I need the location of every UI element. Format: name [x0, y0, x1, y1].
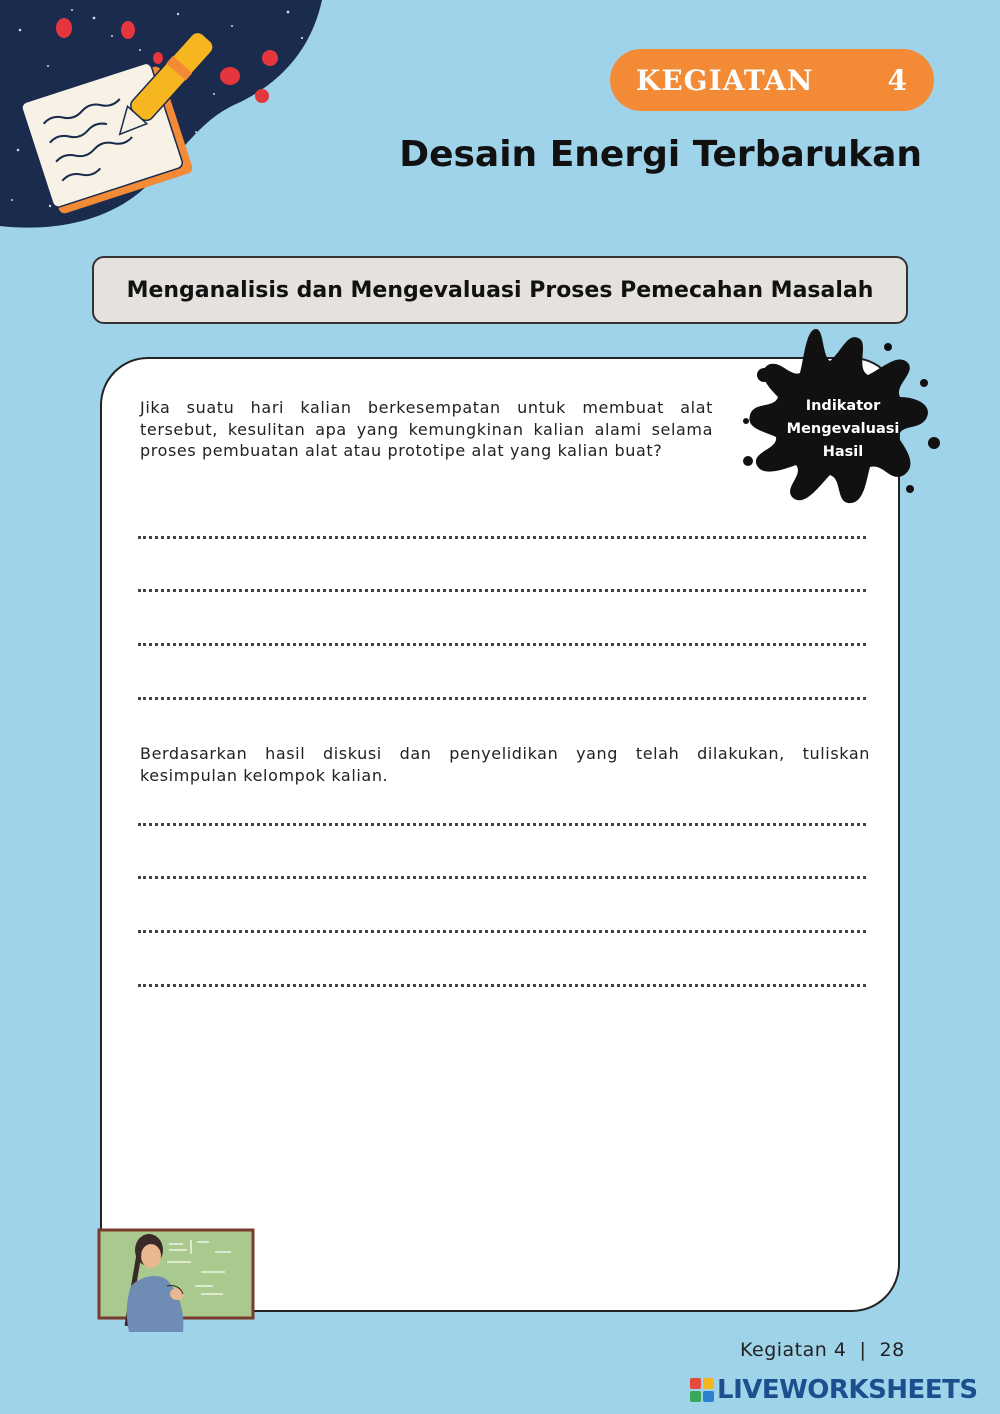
liveworksheets-logo-icon — [690, 1378, 714, 1402]
teacher-illustration-icon — [97, 1228, 255, 1333]
activity-label: KEGIATAN — [636, 63, 814, 97]
liveworksheets-wordmark: LIVEWORKSHEETS — [717, 1375, 978, 1405]
activity-number: 4 — [887, 63, 908, 97]
question-2: Berdasarkan hasil diskusi dan penyelidikan yang telah dilakukan, tuliskan kesimpulan kelompok kalian. — [140, 744, 870, 785]
answer-line-2[interactable] — [138, 589, 866, 592]
answer-line-4[interactable] — [138, 697, 866, 700]
page-footer — [740, 1339, 905, 1361]
answer-line-3[interactable] — [138, 643, 866, 646]
activity-badge — [610, 49, 934, 111]
notebook-pen-icon — [0, 0, 330, 230]
answer-line-5[interactable] — [138, 823, 866, 826]
answer-line-7[interactable] — [138, 930, 866, 933]
page-number: 28 — [879, 1339, 905, 1361]
answer-line-6[interactable] — [138, 876, 866, 879]
indicator-label: Indikator Mengevaluasi Hasil — [786, 398, 900, 460]
footer-activity: Kegiatan 4 — [740, 1339, 847, 1361]
page-title: Desain Energi Terbarukan — [399, 134, 922, 175]
answer-line-8[interactable] — [138, 984, 866, 987]
section-heading: Menganalisis dan Mengevaluasi Proses Pemecahan Masalah — [92, 256, 908, 324]
answer-line-1[interactable] — [138, 536, 866, 539]
liveworksheets-brand[interactable] — [690, 1373, 978, 1407]
footer-separator: | — [859, 1339, 867, 1361]
question-1: Jika suatu hari kalian berkesempatan untuk membuat alat tersebut, kesulitan apa yang kemungkinan kalian alami selama proses pembuatan alat atau prototipe alat yang kalian buat? — [140, 398, 713, 460]
